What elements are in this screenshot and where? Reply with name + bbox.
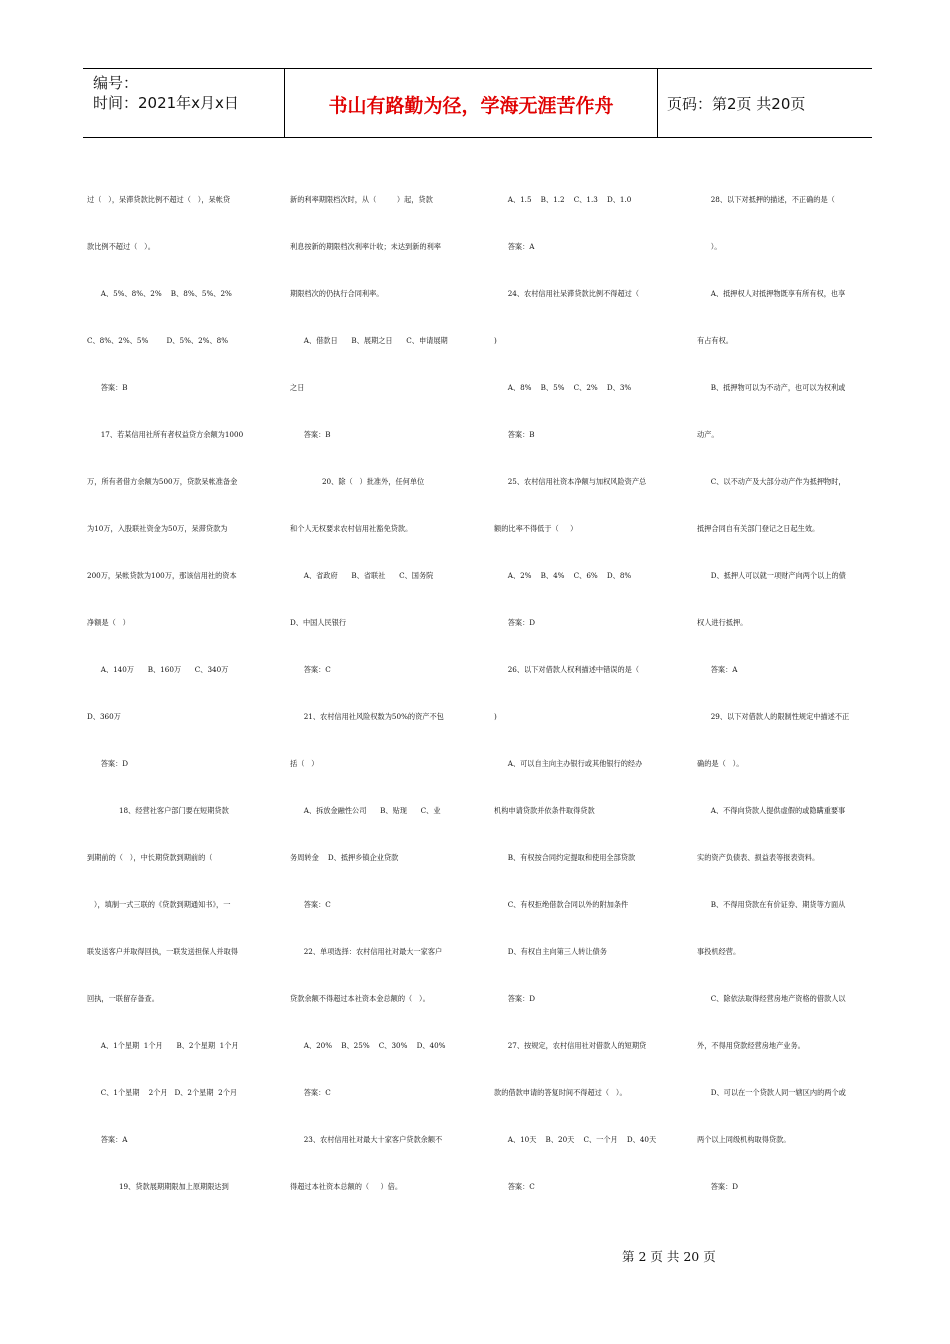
text-line: A、8% B、5% C、2% D、3% — [494, 383, 632, 392]
text-line: A、省政府 B、省联社 C、国务院 — [290, 571, 434, 580]
text-column-1 — [87, 189, 263, 1223]
text-line: 29、以下对借款人的限制性规定中描述不正 — [697, 712, 850, 721]
text-line: A、140万 B、160万 C、340万 — [87, 665, 229, 674]
text-line: 抵押合同自有关部门登记之日起生效。 — [697, 524, 820, 533]
text-line: A、不得向贷款人提供虚假的或隐瞒重要事 — [697, 806, 846, 815]
text-line: C、1个星期 2个月 D、2个星期 2个月 — [87, 1088, 238, 1097]
text-line: A、抵押权人对抵押物既享有所有权，也享 — [697, 289, 846, 298]
text-line: B、不得用贷款在有价证券、期货等方面从 — [697, 900, 846, 909]
text-line: B、抵押物可以为不动产，也可以为权利或 — [697, 383, 846, 392]
text-line: D、中国人民银行 — [290, 618, 347, 627]
text-column-2 — [290, 189, 466, 1223]
text-line: C、除依法取得经营房地产资格的借款人以 — [697, 994, 846, 1003]
text-line: A、10天 B、20天 C、一个月 D、40天 — [494, 1135, 657, 1144]
text-line: 答案：B — [87, 383, 128, 392]
text-line: C、有权拒绝借款合同以外的附加条件 — [494, 900, 629, 909]
text-line: 答案：D — [494, 994, 536, 1003]
text-line: 回执，一联留存备查。 — [87, 994, 159, 1003]
text-line: 20、除（ ）批准外，任何单位 — [290, 477, 425, 486]
text-line: 括（ ） — [290, 759, 319, 768]
text-line: 答案：A — [494, 242, 535, 251]
document-date-label: 时间：2021年x月x日 — [93, 94, 239, 112]
text-line: 24、农村信用社呆滞贷款比例不得超过（ — [494, 289, 640, 298]
document-number-label: 编号： — [93, 74, 139, 92]
text-column-4 — [697, 189, 873, 1223]
text-line: A、5%、8%、2% B、8%、5%、2% — [87, 289, 232, 298]
text-line: 新的利率期限档次时，从（ ）起，贷款 — [290, 195, 433, 204]
text-line: A、20% B、25% C、30% D、40% — [290, 1041, 446, 1050]
text-line: 到期前的（ ），中长期贷款到期前的（ — [87, 853, 213, 862]
text-line: 22、单项选择：农村信用社对最大一家客户 — [290, 947, 443, 956]
text-line: 28、以下对抵押的描述，不正确的是（ — [697, 195, 835, 204]
text-line: 确的是（ ）。 — [697, 759, 744, 768]
text-line: 17、若某信用社所有者权益贷方余额为1000 — [87, 430, 244, 439]
text-line: 21、农村信用社风险权数为50%的资产不包 — [290, 712, 444, 721]
text-line: A、拆放金融性公司 B、贴现 C、业 — [290, 806, 441, 815]
text-line: 实的资产负债表、损益表等报表资料。 — [697, 853, 820, 862]
text-line: A、借款日 B、展期之日 C、申请展期 — [290, 336, 448, 345]
text-line: ) — [494, 712, 497, 721]
text-line: 答案：A — [87, 1135, 128, 1144]
text-line: 和个人无权要求农村信用社豁免贷款。 — [290, 524, 413, 533]
text-line: ）。 — [697, 242, 722, 251]
text-line: 为10万，入股联社资金为50万，呆滞贷款为 — [87, 524, 228, 533]
text-line: 动产。 — [697, 430, 719, 439]
text-line: A、1.5 B、1.2 C、1.3 D、1.0 — [494, 195, 632, 204]
text-line: 贷款余额不得超过本社资本金总额的（ ）。 — [290, 994, 430, 1003]
text-line: 权人进行抵押。 — [697, 618, 748, 627]
header-divider — [657, 69, 658, 137]
text-line: 两个以上同级机构取得贷款。 — [697, 1135, 791, 1144]
text-line: 200万，呆帐贷款为100万，那该信用社的资本 — [87, 571, 237, 580]
text-line: D、可以在一个贷款人同一辖区内的两个或 — [697, 1088, 846, 1097]
text-line: A、2% B、4% C、6% D、8% — [494, 571, 632, 580]
text-line: 有占有权。 — [697, 336, 733, 345]
text-line: 19、贷款展期期限加上原期限达到 — [87, 1182, 229, 1191]
text-line: 款的借款申请的答复时间不得超过（ ）。 — [494, 1088, 627, 1097]
text-line: ），填制一式三联的《贷款到期通知书》，一 — [87, 900, 231, 909]
text-line: 期限档次的仍执行合同利率。 — [290, 289, 384, 298]
text-line: 25、农村信用社资本净额与加权风险资产总 — [494, 477, 647, 486]
text-line: 答案：B — [290, 430, 331, 439]
text-line: 得超过本社资本总额的（ ）倍。 — [290, 1182, 403, 1191]
header-page-number: 页码：第2页 共20页 — [667, 95, 806, 113]
text-line: 答案：C — [494, 1182, 535, 1191]
text-line: 款比例不超过（ ）。 — [87, 242, 155, 251]
text-line: 23、农村信用社对最大十家客户贷款余额不 — [290, 1135, 443, 1144]
text-line: 答案：D — [87, 759, 129, 768]
text-line: 之日 — [290, 383, 305, 392]
text-line: C、以不动产及大部分动产作为抵押物时， — [697, 477, 846, 486]
text-line: 外，不得用贷款经营房地产业务。 — [697, 1041, 805, 1050]
text-line: 答案：D — [697, 1182, 739, 1191]
text-line: 净额是（ ） — [87, 618, 130, 627]
text-line: D、有权自主向第三人转让债务 — [494, 947, 607, 956]
text-line: D、抵押人可以就一项财产向两个以上的债 — [697, 571, 846, 580]
text-line: A、1个星期 1个月 B、2个星期 1个月 — [87, 1041, 239, 1050]
text-line: D、360万 — [87, 712, 121, 721]
text-line: 过（ ），呆滞贷款比例不超过（ ），呆帐贷 — [87, 195, 231, 204]
footer-page-number: 第 2 页 共 20 页 — [622, 1249, 716, 1264]
text-line: 答案：C — [290, 1088, 331, 1097]
text-line: 26、以下对借款人权利描述中错误的是（ — [494, 665, 640, 674]
text-column-3 — [494, 189, 670, 1223]
header-motto: 书山有路勤为径，学海无涯苦作舟 — [328, 95, 614, 117]
page-header — [83, 68, 872, 138]
text-line: B、有权按合同约定提取和使用全部贷款 — [494, 853, 636, 862]
text-line: 务周转金 D、抵押乡镇企业贷款 — [290, 853, 399, 862]
text-line: 万，所有者借方余额为500万，贷款呆帐准备金 — [87, 477, 238, 486]
text-line: 事投机经营。 — [697, 947, 741, 956]
text-line: 答案：D — [494, 618, 536, 627]
text-line: 答案：B — [494, 430, 535, 439]
text-line: 机构申请贷款并依条件取得贷款 — [494, 806, 595, 815]
text-line: A、可以自主向主办银行或其他银行的经办 — [494, 759, 643, 768]
text-line: 联发送客户并取得回执，一联发送担保人并取得 — [87, 947, 238, 956]
text-line: 答案：C — [290, 900, 331, 909]
header-meta — [93, 73, 239, 113]
text-line: 答案：C — [290, 665, 331, 674]
text-line: 利息按新的期限档次利率计收；未达到新的利率 — [290, 242, 441, 251]
text-line: 27、按规定，农村信用社对借款人的短期贷 — [494, 1041, 647, 1050]
text-line: 答案：A — [697, 665, 738, 674]
text-line: 额的比率不得低于（ ） — [494, 524, 578, 533]
text-line: C、8%、2%、5% D、5%、2%、8% — [87, 336, 229, 345]
text-line: ) — [494, 336, 497, 345]
text-line: 18、经营社客户部门要在短期贷款 — [87, 806, 229, 815]
